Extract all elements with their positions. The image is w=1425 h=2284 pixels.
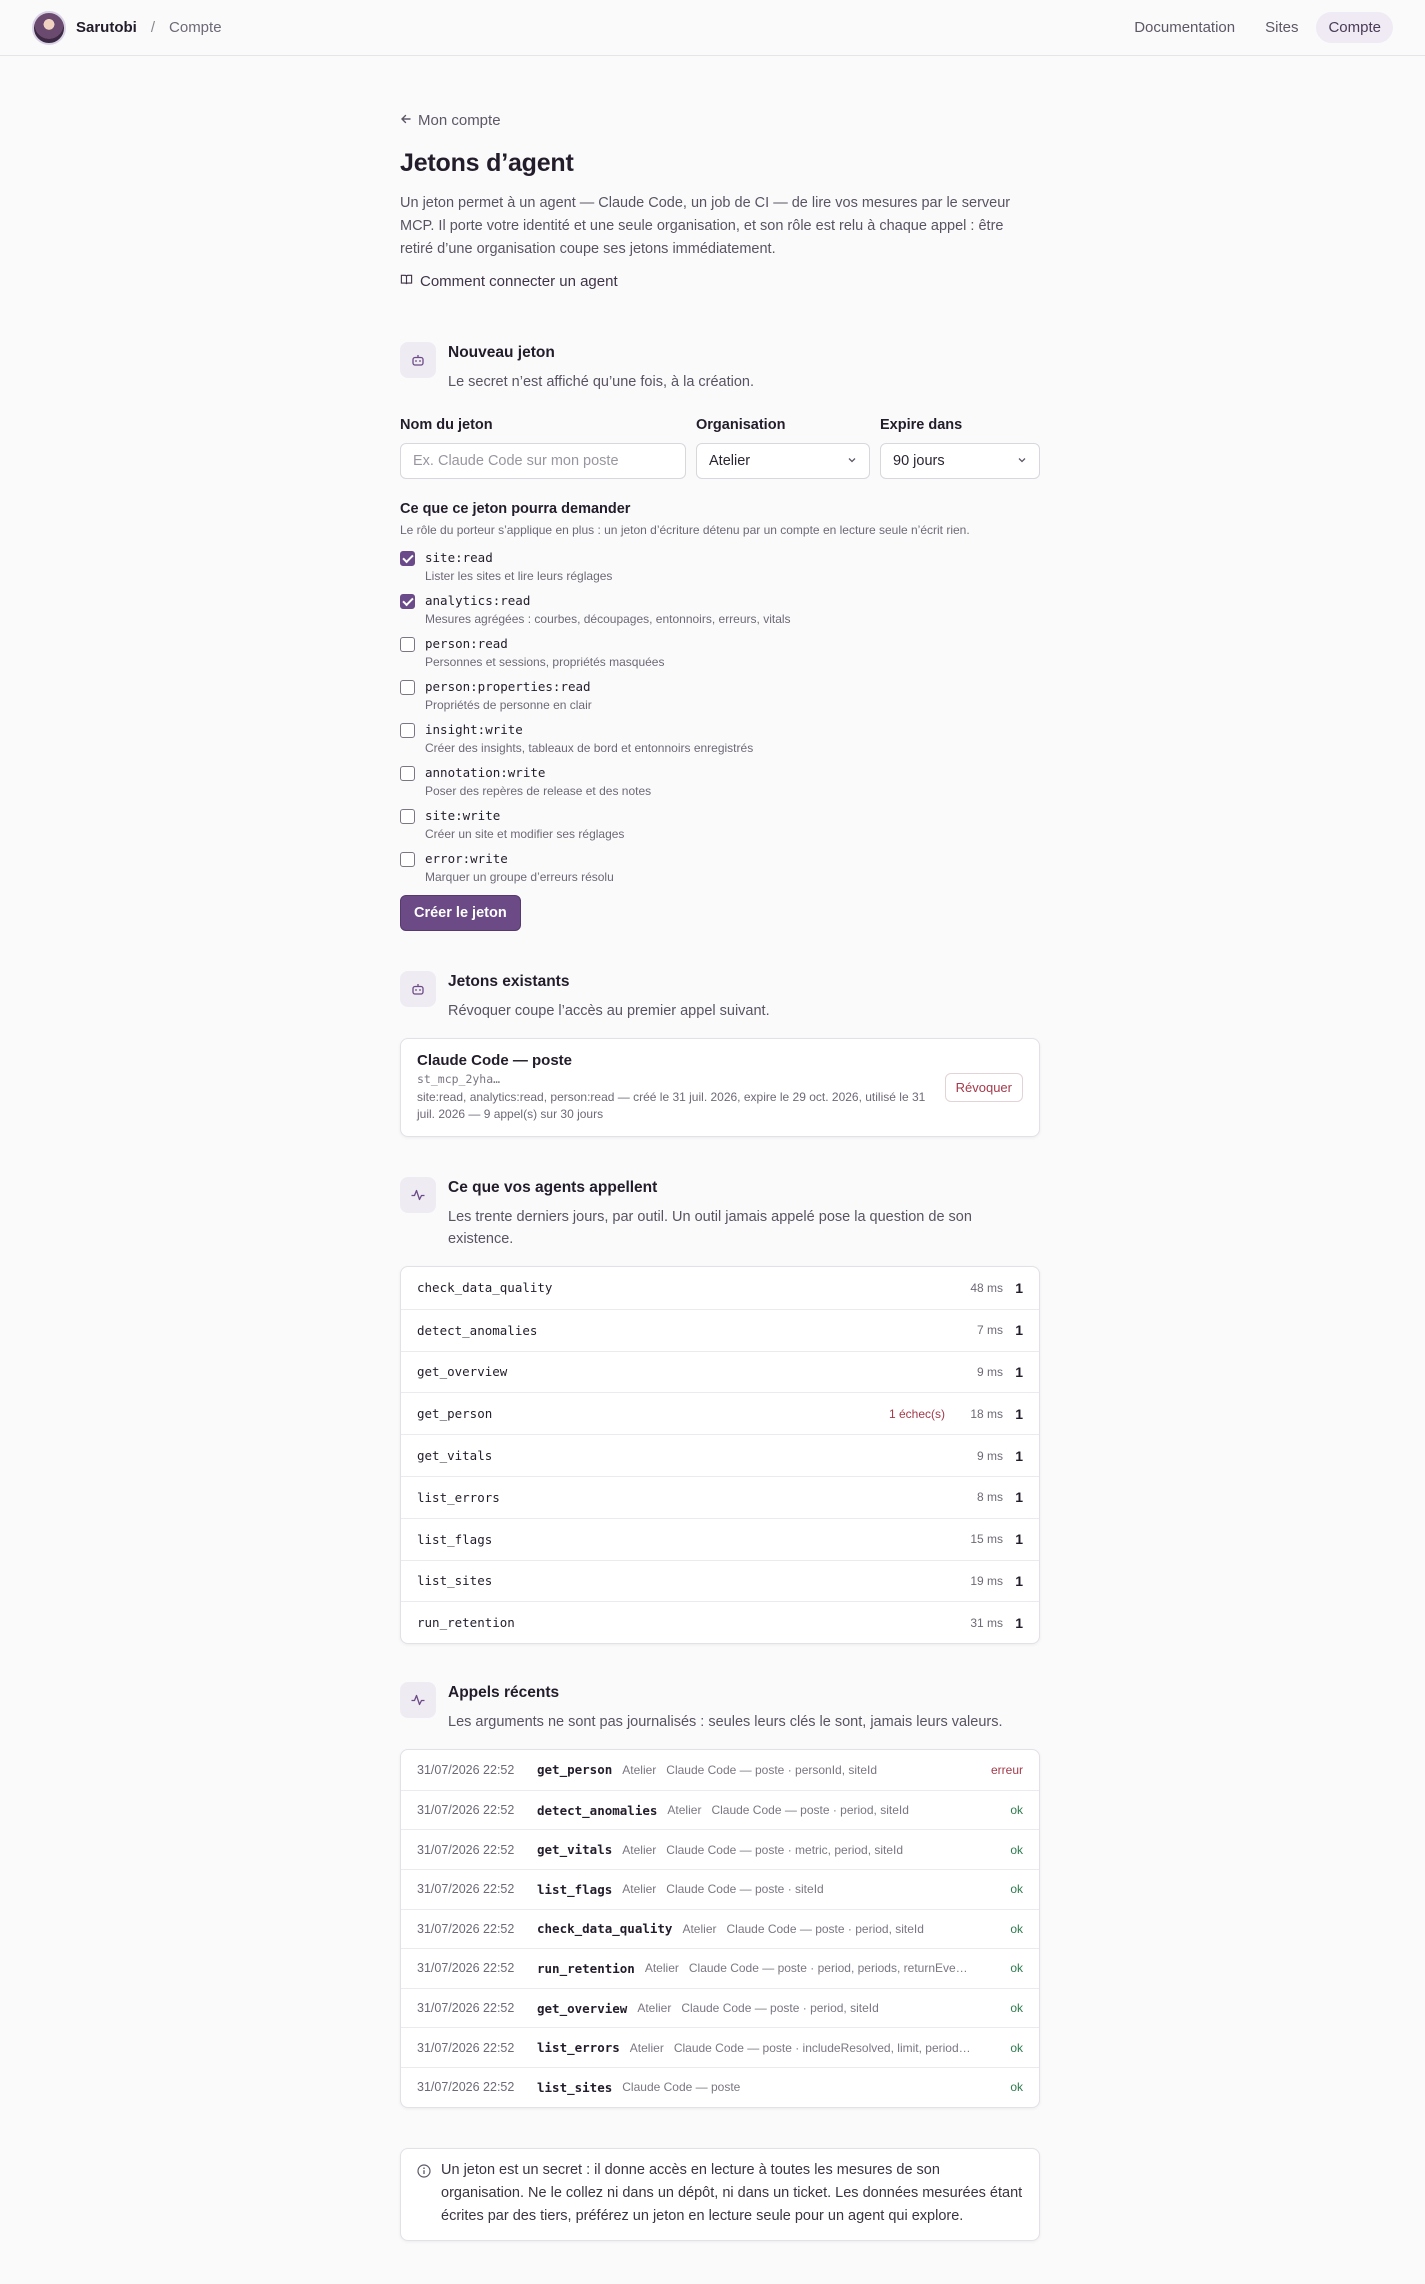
expire-label: Expire dans: [880, 417, 963, 433]
tool-latency: 9 ms: [976, 1364, 1003, 1379]
call-organisation: Atelier: [682, 1921, 717, 1936]
token-meta: site:read, analytics:read, person:read — créé le 31 juil. 2026, expire le 29 oct. 2026, utilisé le 31 juil. 2026 — 9 appel(s) sur 30 jours: [417, 1090, 926, 1121]
permission-item: [400, 851, 1040, 884]
section-title: Ce que vos agents appellent: [448, 1179, 658, 1196]
tool-call-count: 1: [1015, 1322, 1023, 1339]
token-item: [401, 1039, 1039, 1136]
call-organisation: Atelier: [622, 1842, 657, 1857]
table-row: [401, 1601, 1039, 1643]
tool-latency: 19 ms: [970, 1573, 1003, 1588]
table-row: [401, 1434, 1039, 1476]
arrow-left-icon: [400, 112, 412, 129]
permission-item: [400, 679, 1040, 712]
call-detail: Claude Code — poste · period, periods, returnEve…: [688, 1961, 968, 1976]
expire-value: 90 jours: [893, 453, 945, 469]
permission-scope: site:read: [425, 550, 493, 565]
permission-scope: annotation:write: [425, 765, 546, 780]
table-row: [401, 1988, 1039, 2028]
call-tool: get_person: [537, 1762, 613, 1778]
tool-latency: 7 ms: [976, 1323, 1003, 1338]
call-tool: run_retention: [537, 1960, 635, 1976]
tool-latency: 48 ms: [970, 1280, 1003, 1295]
tool-name: get_overview: [417, 1364, 508, 1380]
breadcrumb-current: Compte: [169, 19, 222, 36]
tool-call-count: 1: [1015, 1447, 1023, 1464]
token-list: [400, 1038, 1040, 1137]
permission-scope: analytics:read: [425, 593, 531, 608]
info-icon: [417, 2163, 431, 2228]
call-date: 31/07/2026 22:52: [417, 1921, 515, 1936]
table-row: [401, 1518, 1039, 1560]
call-organisation: Atelier: [622, 1882, 657, 1897]
robot-icon: [400, 971, 436, 1007]
permission-checkbox[interactable]: [400, 594, 415, 609]
nav-documentation[interactable]: Documentation: [1134, 19, 1236, 36]
tool-call-count: 1: [1015, 1614, 1023, 1631]
permission-item: [400, 765, 1040, 798]
permission-checkbox[interactable]: [400, 852, 415, 867]
expire-select[interactable]: [880, 443, 1040, 479]
robot-icon: [400, 342, 436, 378]
chevron-down-icon: [847, 453, 857, 469]
permission-item: [400, 722, 1040, 755]
tool-name: list_sites: [417, 1573, 493, 1589]
call-date: 31/07/2026 22:52: [417, 1803, 515, 1818]
permission-item: [400, 808, 1040, 841]
permission-item: [400, 550, 1040, 583]
call-organisation: Atelier: [644, 1961, 679, 1976]
permission-item: [400, 636, 1040, 669]
token-form-row: [400, 417, 1040, 479]
permission-description: Créer des insights, tableaux de bord et entonnoirs enregistrés: [425, 741, 754, 755]
call-detail: Claude Code — poste · metric, period, siteId: [666, 1842, 904, 1857]
back-link-label: Mon compte: [418, 112, 501, 129]
new-token-section: [400, 342, 1040, 931]
tool-call-count: 1: [1015, 1405, 1023, 1422]
activity-icon: [400, 1177, 436, 1213]
tool-name: list_flags: [417, 1531, 493, 1547]
permission-scope: site:write: [425, 808, 501, 823]
top-nav: [1122, 12, 1393, 43]
organisation-select[interactable]: [696, 443, 870, 479]
section-title: Jetons existants: [448, 973, 570, 990]
tool-call-count: 1: [1015, 1363, 1023, 1380]
main-content: [400, 112, 1040, 2241]
create-token-button[interactable]: Créer le jeton: [400, 895, 521, 931]
permission-item: [400, 593, 1040, 626]
organisation-label: Organisation: [696, 417, 786, 433]
tool-name: detect_anomalies: [417, 1322, 538, 1338]
table-row: [401, 2067, 1039, 2107]
security-notice-text: Un jeton est un secret : il donne accès en lecture à toutes les mesures de son organisation. Ne le collez ni dans un dépôt, ni dans un ticket. Les données mesurées étant écrites par des tiers, préférez un jeton en lecture seule pour un agent qui explore.: [441, 2161, 1023, 2224]
tool-latency: 15 ms: [970, 1532, 1003, 1547]
breadcrumb: [32, 11, 222, 45]
book-icon: [400, 273, 413, 290]
call-date: 31/07/2026 22:52: [417, 1882, 515, 1897]
back-link[interactable]: [400, 112, 1040, 129]
call-status: ok: [1010, 2040, 1023, 2055]
table-row: [401, 1392, 1039, 1434]
help-link[interactable]: [400, 273, 1040, 290]
tool-name: check_data_quality: [417, 1280, 553, 1296]
call-date: 31/07/2026 22:52: [417, 2080, 515, 2095]
table-row: [401, 1829, 1039, 1869]
call-detail: Claude Code — poste · includeResolved, limit, period…: [673, 2040, 971, 2055]
recent-calls-section: [400, 1682, 1040, 2107]
permissions-list: [400, 550, 1040, 884]
tool-call-count: 1: [1015, 1531, 1023, 1548]
call-tool: list_errors: [537, 2040, 620, 2056]
activity-icon: [400, 1682, 436, 1718]
expire-field: [880, 417, 1040, 479]
call-date: 31/07/2026 22:52: [417, 1842, 515, 1857]
nav-sites[interactable]: Sites: [1265, 19, 1299, 36]
tool-latency: 8 ms: [976, 1490, 1003, 1505]
call-status: ok: [1010, 2080, 1023, 2095]
call-organisation: Atelier: [629, 2040, 664, 2055]
permission-description: Poser des repères de release et des notes: [425, 784, 652, 798]
permissions-title: Ce que ce jeton pourra demander: [400, 501, 631, 517]
brand-name[interactable]: Sarutobi: [76, 19, 137, 36]
tool-latency: 18 ms: [970, 1406, 1003, 1421]
call-status: ok: [1010, 1961, 1023, 1976]
token-name-input[interactable]: Ex. Claude Code sur mon poste: [400, 443, 686, 479]
call-status: ok: [1010, 1921, 1023, 1936]
table-row: [401, 1351, 1039, 1393]
permission-scope: insight:write: [425, 722, 523, 737]
permission-checkbox[interactable]: [400, 766, 415, 781]
section-subtitle: Le secret n’est affiché qu’une fois, à la création.: [448, 374, 755, 390]
call-status: ok: [1010, 1803, 1023, 1818]
call-date: 31/07/2026 22:52: [417, 2040, 515, 2055]
section-subtitle: Les trente derniers jours, par outil. Un outil jamais appelé pose la question de son existence.: [448, 1209, 972, 1247]
permission-scope: person:read: [425, 636, 508, 651]
call-organisation: Atelier: [637, 2001, 672, 2016]
tool-call-count: 1: [1015, 1489, 1023, 1506]
permission-checkbox[interactable]: [400, 723, 415, 738]
call-organisation: Atelier: [622, 1762, 657, 1777]
permission-checkbox[interactable]: [400, 637, 415, 652]
permission-scope: error:write: [425, 851, 508, 866]
table-row: [401, 1476, 1039, 1518]
tool-call-count: 1: [1015, 1279, 1023, 1296]
permission-scope: person:properties:read: [425, 679, 591, 694]
page-intro: Un jeton permet à un agent — Claude Code, un job de CI — de lire vos mesures par le serveur MCP. Il porte votre identité et une seule organisation, et son rôle est relu à chaque appel : être retiré d’une organisation coupe ses jetons immédiatement.: [400, 195, 1011, 257]
organisation-field: [696, 417, 870, 479]
section-title: Appels récents: [448, 1684, 560, 1702]
page-title: Jetons d’agent: [400, 149, 574, 177]
token-name: Claude Code — poste: [417, 1052, 573, 1069]
call-status: ok: [1010, 1842, 1023, 1857]
chevron-down-icon: [1017, 453, 1027, 469]
tool-latency: 9 ms: [976, 1448, 1003, 1463]
call-date: 31/07/2026 22:52: [417, 1961, 515, 1976]
call-detail: Claude Code — poste · siteId: [666, 1882, 824, 1897]
call-detail: Claude Code — poste: [622, 2080, 741, 2095]
organisation-value: Atelier: [709, 453, 751, 469]
tool-call-count: 1: [1015, 1572, 1023, 1589]
new-token-header: [400, 342, 1040, 393]
revoke-button[interactable]: Révoquer: [945, 1073, 1023, 1102]
call-detail: Claude Code — poste · period, siteId: [726, 1921, 924, 1936]
tool-name: run_retention: [417, 1615, 515, 1631]
call-status: erreur: [990, 1762, 1023, 1777]
permission-description: Créer un site et modifier ses réglages: [425, 827, 625, 841]
existing-tokens-section: [400, 971, 1040, 1137]
nav-compte[interactable]: Compte: [1316, 12, 1393, 43]
call-detail: Claude Code — poste · period, siteId: [681, 2001, 879, 2016]
table-row: [401, 1309, 1039, 1351]
permission-description: Personnes et sessions, propriétés masquées: [425, 655, 665, 669]
call-tool: check_data_quality: [537, 1921, 673, 1937]
call-tool: get_overview: [537, 2000, 628, 2016]
permission-checkbox[interactable]: [400, 680, 415, 695]
permissions-subtitle: Le rôle du porteur s’applique en plus : un jeton d’écriture détenu par un compte en lecture seule n’écrit rien.: [400, 523, 970, 537]
tool-failures: 1 échec(s): [888, 1406, 945, 1421]
tool-name: list_errors: [417, 1489, 500, 1505]
tool-name: get_person: [417, 1406, 493, 1422]
section-title: Nouveau jeton: [448, 344, 555, 361]
table-row: [401, 1560, 1039, 1602]
call-date: 31/07/2026 22:52: [417, 2001, 515, 2016]
call-detail: Claude Code — poste · personId, siteId: [666, 1762, 878, 1777]
call-status: ok: [1010, 1882, 1023, 1897]
avatar[interactable]: [32, 11, 66, 45]
help-link-label: Comment connecter un agent: [420, 273, 618, 290]
tools-usage-header: [400, 1177, 1040, 1250]
table-row: [401, 2027, 1039, 2067]
top-bar: [0, 0, 1425, 56]
table-row: [401, 1790, 1039, 1830]
table-row: [401, 1909, 1039, 1949]
call-date: 31/07/2026 22:52: [417, 1762, 515, 1777]
section-subtitle: Révoquer coupe l’accès au premier appel suivant.: [448, 1003, 770, 1019]
token-name-label: Nom du jeton: [400, 417, 493, 433]
call-tool: list_flags: [537, 1881, 613, 1897]
permission-description: Marquer un groupe d’erreurs résolu: [425, 870, 614, 884]
call-status: ok: [1010, 2001, 1023, 2016]
permission-checkbox[interactable]: [400, 809, 415, 824]
tool-latency: 31 ms: [970, 1615, 1003, 1630]
recent-calls-table: [400, 1749, 1040, 2107]
tool-name: get_vitals: [417, 1448, 493, 1464]
call-tool: detect_anomalies: [537, 1802, 658, 1818]
security-notice: [400, 2148, 1040, 2241]
tools-usage-section: [400, 1177, 1040, 1644]
table-row: [401, 1948, 1039, 1988]
permission-description: Mesures agrégées : courbes, découpages, entonnoirs, erreurs, vitals: [425, 612, 791, 626]
section-subtitle: Les arguments ne sont pas journalisés : seules leurs clés le sont, jamais leurs valeurs.: [448, 1714, 1003, 1731]
call-tool: list_sites: [537, 2079, 613, 2095]
permission-checkbox[interactable]: [400, 551, 415, 566]
table-row: [401, 1750, 1039, 1790]
call-detail: Claude Code — poste · period, siteId: [711, 1803, 909, 1818]
existing-tokens-header: [400, 971, 1040, 1022]
permission-description: Lister les sites et lire leurs réglages: [425, 569, 613, 583]
token-name-field: [400, 417, 686, 479]
table-row: [401, 1267, 1039, 1309]
permission-description: Propriétés de personne en clair: [425, 698, 592, 712]
breadcrumb-separator: /: [150, 19, 156, 36]
call-tool: get_vitals: [537, 1842, 613, 1858]
tools-table: [400, 1266, 1040, 1644]
token-id: st_mcp_2yha…: [417, 1072, 501, 1086]
table-row: [401, 1869, 1039, 1909]
recent-calls-header: [400, 1682, 1040, 1733]
call-organisation: Atelier: [667, 1803, 702, 1818]
